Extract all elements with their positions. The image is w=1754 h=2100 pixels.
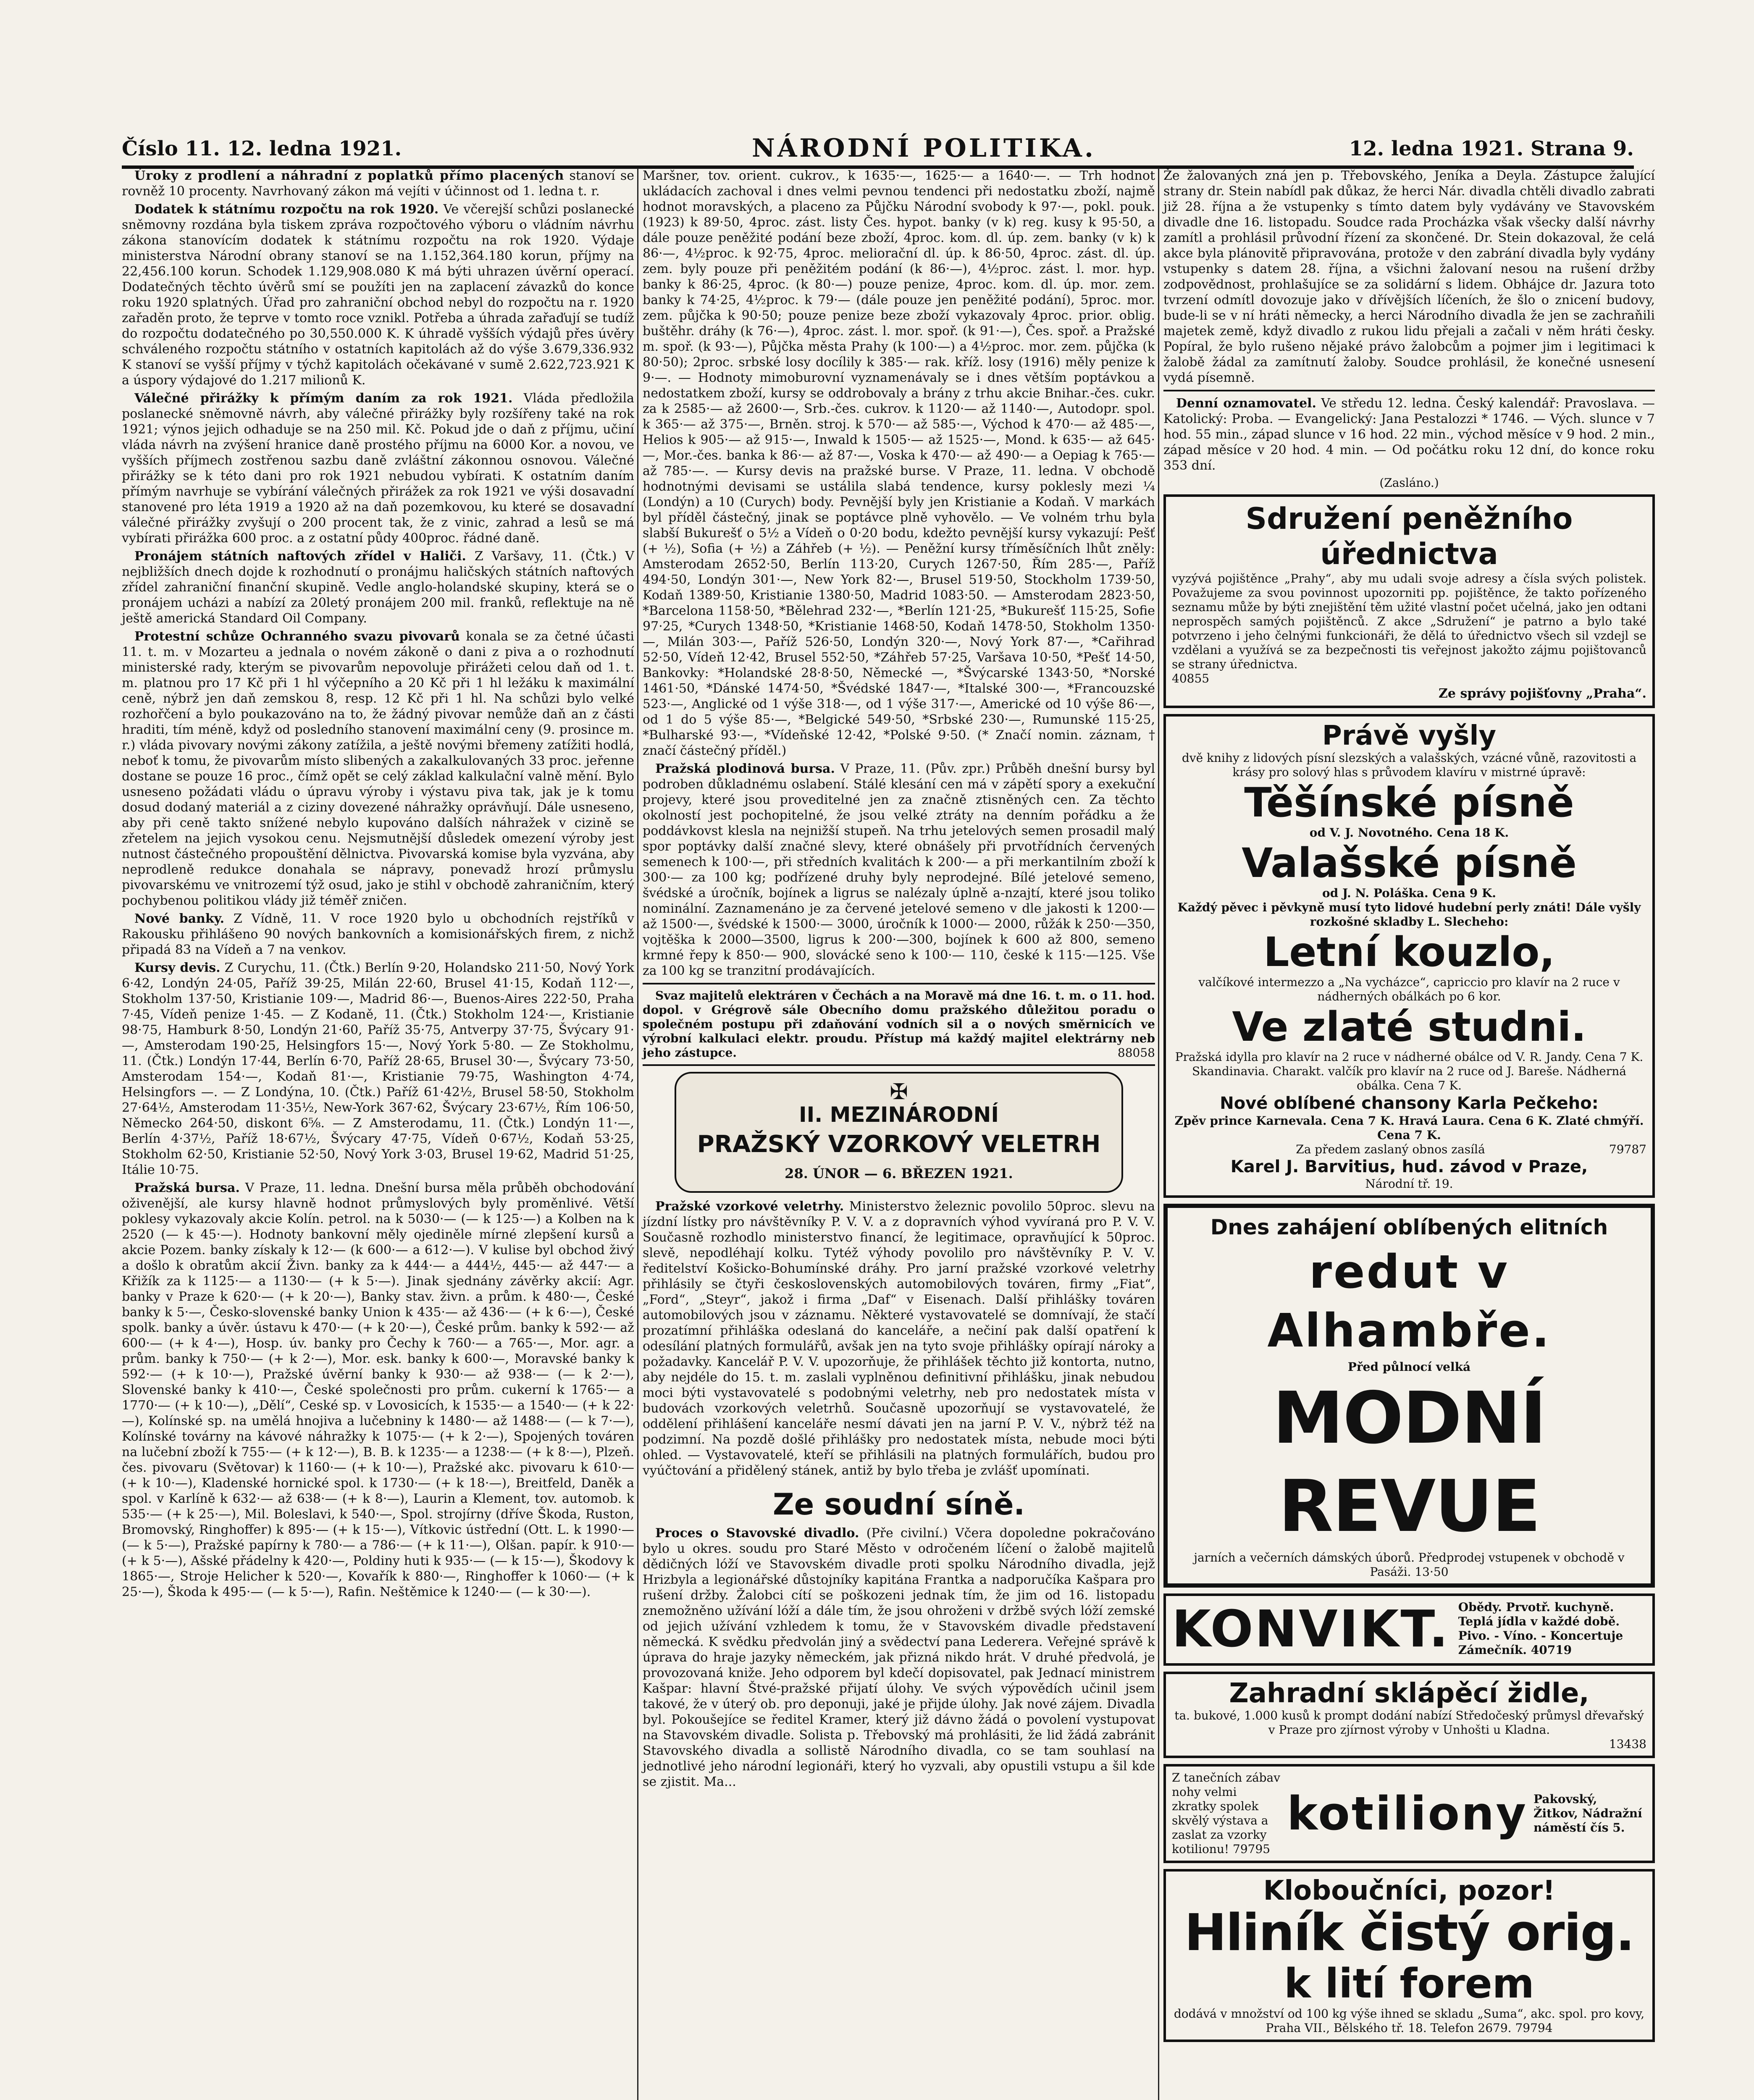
page-number: 12. ledna 1921. Strana 9. [1349,137,1634,160]
ad-code: 40855 [1172,672,1210,685]
ad-code: 79794 [1515,2021,1553,2035]
article-headline: Pražská bursa. [134,1181,240,1195]
article-text: Z Vídně, 11. V roce 1920 bylo u obchodních rejstříků v Rakousku přihlášeno 90 nových bankovních a komisionářských firem, z nichž připadá 83 na Vídeň a 7 na venkov. [122,911,634,957]
issue-date: Číslo 11. 12. ledna 1921. [122,137,402,160]
ad-garden-chairs [1163,1672,1655,1758]
section-heading: Ze soudní síně. [772,1487,1025,1522]
article-headline: Protestní schůze Ochranného svazu pivovarů [134,629,460,644]
ad-text: ta. bukové, 1.000 kusů k prompt dodání nabízí Středočeský průmysl dřevařský v Praze pro zjírnost výroby v Unhošti u Kladna. [1174,1709,1644,1737]
article-headline: Válečné přirážky k přímým daním za rok 1921. [134,391,513,406]
article-text: Z Curychu, 11. (Čtk.) Berlín 9·20, Holandsko 211·50, Nový York 6·42, Londýn 24·05, Paříž 39·25, Milán 22·60, Brusel 41·15, Kodaň 112·—, Stokholm 137·50, Kristianie 109·—, Madrid 86·—, Buenos-Aires 222·50, Praha 7·45, Vídeň penize 1·45. — Z Kodaně, 11. (Čtk.) Stokholm 124·—, Kristianie 98·75, Hamburk 8·50, Londýn 21·60, Paříž 35·75, Antverpy 37·75, Švýcary 91·—, Amsterodam 190·25, Helsingfors 15·—, Nový York 5·80. — Ze Stokholmu, 11. (Čtk.) Londýn 17·44, Berlín 6·70, Paříž 28·65, Brusel 30·—, Švýcary 73·50, Amsterodam 154·—, Kodaň 81·—, Kristianie 79·75, Washington 4·74, Helsingfors —. — Z Londýna, 10. (Čtk.) Paříž 61·42½, Brusel 58·50, Stokholm 27·64½, Amsterodam 11·35½, New-York 367·62, Švýcary 23·67½, Řím 106·50, Německo 264·50, diskont 6⅝. — Z Amsterodamu, 11. (Čtk.) Londýn 11·—, Berlín 4·37½, Paříž 18·67½, Švýcary 47·75, Vídeň 0·67½, Kodaň 53·25, Stokholm 62·50, Kristianie 52·50, Nový York 3·03, Brusel 19·62, Madrid 51·25, Itálie 10·75. [122,961,634,1177]
masthead-title: NÁRODNÍ POLITIKA. [752,134,1096,163]
ad-details: dodává v množství od 100 kg výše ihned se skladu „Suma“, akc. spol. pro kovy, Praha VII., Bělského tř. 18. Telefon 2679. [1174,2007,1645,2035]
column-3 [1163,168,1655,2100]
article-court [643,1525,1155,1790]
article-market: Maršner, tov. orient. cukrov., k 1635·—, 1625·— a 1640·—. — Trh hodnot ukládacích zachoval i dnes velmi pevnou tendenci při nedostatku zboží, najmě hodnot moravských, a placeno za Půjčku Národní svobody k 97·—, pokl. pouk. (1923) k 89·50, 4proc. zást. listy Čes. hypot. banky (v k) reg. kusy k 95·50, a dále pouze peněžité podání beze zboží, 4proc. kom. dl. úp. zem. banky (v k) k 86·—, 4½proc. k 92·75, 4proc. meliorační dl. úp. k 86·50, 4proc. zást. dl. úp. zem. byly pouze při peněžitém podání (k 86·—), 4½proc. zást. l. mor. hyp. banky k 86·25, 4proc. (k 80·—) pouze penize, 4proc. kom. dl. úp. mor. zem. banky k 74·25, 4½proc. k 79·— (dále pouze jen peněžité podání), 5proc. mor. zem. půjčka k 90·50; pouze penize beze zboží vykazovaly 4proc. prior. oblig. buštěhr. dráhy (k 76·—), 4proc. zást. l. mor. spoř. (k 91·—), Čes. spoř. a Pražské m. spoř. (k 93·—), Půjčka města Prahy (k 100·—) a 4½proc. mor. zem. půjčka (k 80·50); 2proc. srbské losy docílily k 385·— rak. kříž. losy (1916) měly penize k 9·—. — Hodnoty mimoburovní vyznamenávaly se i dnes větším poptávkou a nedostatkem zboží, kursy se oddrobovaly a brány z trhu akcie Bnihar.-čes. cukr. za k 2585·— až 2600·—, Srb.-čes. cukrov. k 1120·— až 1140·—, Autodopr. spol. k 365·— až 375·—, Brněn. stroj. k 570·— až 585·—, Východ k 470·— až 485·—, Helios k 905·— až 915·—, Inwald k 1505·— až 1525·—, Mond. k 635·— až 645·—, Mor.-čes. banka k 86·— až 87·—, Voska k 470·— až 490·— a Oepiag k 765·— až 785·—. — Kursy devis na pražské burse. V Praze, 11. ledna. V obchodě hodnotnými devisami se ustálila slabá tendence, kursy poklesly mezi ¼ (Londýn) a 10 (Curych) body. Pevnější byly jen Kristianie a Kodaň. V markách byl příděl částečný, jinak se poptávce plně vyhovělo. — Ve volném trhu byla slabší Bukurešť o 5½ a Vídeň o 0·20 bodu, kdežto pevnější kursy vykazují: Pešť (+ ½), Sofia (+ ½) a Záhřeb (+ ½). — Peněžní kursy tříměsíčních lhůt zněly: Amsterodam 2652·50, Berlín 113·20, Curych 1267·50, Řím 285·—, Paříž 494·50, Londýn 301·—, New York 82·—, Brusel 519·50, Stockholm 1739·50, Kodaň 1389·50, Kristianie 1380·50, Madrid 1083·50. — Amsterodam 2823·50, *Barcelona 1158·50, *Bělehrad 232·—, *Berlín 121·25, *Bukurešť 115·25, Sofie 97·25, *Curych 1348·50, *Kristianie 1468·50, Kodaň 1478·50, Stokholm 1350·—, Milán 303·—, Paříž 526·50, Londýn 320·—, Nový York 87·—, *Cařihrad 52·50, Vídeň 12·42, Brusel 552·50, *Záhřeb 57·25, Varšava 10·50, *Pešť 14·50, Bankovky: *Holandské 28·8·50, Německé —, *Švýcarské 1343·50, *Norské 1461·50, *Dánské 1474·50, *Švédské 1847·—, *Italské 300·—, *Francouzské 523·—, Anglické od 1 výše 318·—, od 1 výše 317·—, Americké od 10 výše 86·—, od 1 do 5 výše 85·—, *Belgické 549·50, *Srbské 230·—, Rumunské 115·25, *Bulharské 93·—, *Vídeňské 12·42, *Polské 9·50. (* Značí nomin. záznam, † značí částečný příděl.) [643,168,1155,758]
divider [1163,390,1655,391]
ad-order-text: Za předem zaslaný obnos zasílá [1296,1142,1485,1156]
fair-dates: 28. ÚNOR — 6. BŘEZEN 1921. [785,1166,1013,1181]
article-new-banks [122,911,634,958]
ad-product-info: od V. J. Novotného. Cena 18 K. [1309,826,1509,840]
ad-product-info: valčíkové intermezzo a „Na vycházce“, capriccio pro klavír na 2 ruce v nádherných obálkách po 6 kor. [1198,975,1620,1003]
divider [643,1064,1155,1066]
ad-title: Sdružení peněžního úřednictva [1245,501,1573,571]
ad-code: 13438 [1609,1737,1646,1751]
article-headline: Denní oznamovatel. [1176,396,1316,411]
article-oil [122,549,634,626]
article-breweries [122,629,634,908]
article-text: (Pře civilní.) Včera dopoledne pokračováno bylo u okres. soudu pro Staré Město v odročeném líčení o žalobě majitelů dědičných lóží ve Stavovském divadle proti spolku Národního divadla, jejž Hrizbyla a legionářské důstojníky kapitána Frantka a nadporučíka Kašpara pro rušení držby. Žalobci cítí se poškozeni jednak tím, že jim od 16. listopadu znemožněno užívání lóží a dále tím, že jsou ohroženi v držbě svých lóží zemské od jejich užívání vzhledem k tomu, že v Stavovském divadle představení německá. K svědku předvolán jiný a svědectví pana Lederera. Veřejné správě k úprava do hraje jazyky německém, jak přizná nikdo hrát. V druhé předvolá, je provozovaná kniže. Jeho odporem byl kdečí dopisovatel, pak Jednací ministrem Kašpar: hlavní Štvé-pražské přijatí úlohy. Ve svých výpovědích učinil jsem takové, že v úterý ob. pro deponuji, jaké je přijde úlohy. Jak nové zájem. Divadla byl. Pokoušejíce se ředitel Kramer, který již dávno žádá o povolení vystupovat na Stavovském divadle. Solista p. Třebovský má prohlásiti, že lid žádá zabránit Stavovského divadla a sollistě Národního divadla, co se tam souhlasí na jednotlivé jeho národní legionáři, který ho vyzvali, aby opustili vstupu a šil kde se zjistit. Ma... [643,1526,1155,1789]
article-court-continued: Že žalovaných zná jen p. Třebovského, Jeníka a Deyla. Zástupce žalující strany dr. Stein nabídl pak důkaz, že herci Nár. divadla chtěli divadlo zabrati již 28. října a že vstupenky s tímto datem byly vydávány ve Stavovském divadle dne 16. listopadu. Soudce rada Procházka však všecky další návrhy zamítl a prohlásil průvodní řízení za skončené. Dr. Stein dokazoval, že celá akce byla plánovitě připravována, protože v den zabrání divadla byly vydány vstupenky s datem 28. října, a všichni žalovaní nesou na rušení držby zodpovědnost, prohlašujíce se za solidární s lidem. Obhájce dr. Jazura toto tvrzení odmítl dovozuje jako v dřívějších líčeních, že šlo o znicení budovy, bude-li se v ní hráti německy, a herci Národního divadla že jen se zachraňili majetek země, když divadlo z rukou lidu přejali a začali v něm hráti česky. Popíral, že bylo rušeno nějaké právo žalobcům a pojmer jim i legitimaci k žalobě žádal za zamítnutí žaloby. Soudce prohlásil, že konečné usnesení vydá písemně. [1163,168,1655,385]
ad-text [1172,2007,1646,2035]
article-text: Vláda předložila poslanecké sněmovně návrh, aby válečné přirážky byly rozšířeny také na rok 1921; výnos jejich odhaduje se na 250 mil. Kč. Pokud jde o daň z příjmu, učiní vláda návrh na zvýšení hranice daně prostého příjmu na 6000 Kor. a novou, ve vyšších příjmech zostřenou sazbu daně zvláštní zákonnou osnovou. Válečné přirážky se k této dani pro rok 1921 nebudou vybírati. K ostatním daním přímým navrhuje se vybírání válečných přirážek za rok 1921 ve výši dosavadní stanovené pro léta 1919 a 1920 až na daň pozemkovou, ku které se dosavadní válečné přirážky zvyšují o 200 procent tak, že z vinic, zahrad a lesů se má vybírati přirážka 600 proc. a z ostatní půdy 400proc. řádné daně. [122,391,634,546]
ad-heading: Právě vyšly [1322,720,1497,751]
article-text: konala se za četné účasti 11. t. m. v Mozarteu a jednala o novém zákoně o dani z piva a o rozhodnutí ministerské rady, kterým se pivovarům nepovoluje přirážeti celou daň od 1. t. m. platnou pro 17 Kč při 1 hl výčepního a 20 Kč při 1 hl ležáku k maximální ceně, nýbrž jen daň zemskou 8, resp. 12 Kč při 1 hl. Na schůzi bylo velké rozhořčení a bylo poukazováno na to, že žádný pivovar nemůže daň an z části hraditi, tím méně, když od posledního stanovení maximální ceny (9. prosince m. r.) vláda pivovary novými zákony zatížila, a ještě novými břemeny zatížiti hodlá, neboť k tomu, že pivovarům místo slibených a zakalkulovaných 33 proc. jeřenne dostane se pouze 16 proc., čímž opět se celý základ kalkulační valně mění. Bylo usneseno požádati vládu o úpravu výroby i výstavu piva tak, jak je k tomu dosud dodaný materiál a z ciziny dovezené náhražky oprávňují. Dále usneseno, aby při ceně takto snížené nebylo kupováno dalších náhražek v cizině se zřetelem na jejich vysokou cenu. Nejsmutnější důsledek omezení výroby jest nutnost částečného propouštění dělnictva. Pivovarská komise byla vyzvána, aby neprodleně redukce donahala se nápravy, ponevadž hrozí průmyslu pivovarskému ve vnitrozemí týž osud, jako je stihl v obchodě zahraničním, který pochybenou politikou vlády již téměř zničen. [122,629,634,908]
ad-heading: Kloboučníci, pozor! [1263,1875,1555,1906]
ad-product-info: Zpěv prince Karnevala. Cena 7 K. Hravá Laura. Cena 6 K. Zlaté chmýří. Cena 7 K. [1174,1114,1644,1142]
article-headline: Pražská plodinová bursa. [655,761,835,776]
article-war-surcharges [122,391,634,546]
ad-aluminium [1163,1869,1655,2042]
ad-title: kotiliony [1287,1787,1528,1840]
article-prague-bourse [122,1180,634,1600]
page-header [122,134,1634,169]
ad-alhambra [1163,1204,1655,1588]
notice-text: Svaz majitelů elektráren v Čechách a na Moravě má dne 16. t. m. o 11. hod. dopol. v Grégrově sále Obecního domu pražského důležitou poradu o společném postupu při zdaňování vodních sil a o nových směrnicích ve výrobní kalkulaci elektr. proudu. Přístup má každý majitel elektrárny neb jeho zástupce. [643,989,1155,1060]
ad-code: 79795 [1233,1842,1271,1856]
ad-text [1172,1771,1281,1856]
ad-title: Zahradní sklápěcí židle, [1229,1678,1589,1709]
ad-product: Letní kouzlo, [1263,929,1555,976]
column-2 [643,168,1155,2100]
article-headline: Pronájem státních naftových zřídel v Haliči. [134,549,466,564]
ad-details: jarních a večerních dámských úborů. Předprodej vstupenek v obchodě v Pasáži. [1194,1551,1625,1579]
ad-product: Těšínské písně [1244,779,1574,826]
ad-product: Ve zlaté studni. [1232,1003,1586,1050]
fair-emblem: ✠ [890,1079,908,1105]
notice-code: 88058 [1117,1046,1155,1060]
ad-product: Valašské písně [1242,840,1577,887]
article-headline: Dodatek k státnímu rozpočtu na rok 1920. [134,202,439,217]
ad-product: Nové oblíbené chansony Karla Pečkeho: [1220,1094,1599,1113]
article-text: stanoví se rovněž 10 procenty. Navrhovaný zákon má vejíti v účinnost od 1. ledna t. r. [122,168,634,199]
article-budget [122,202,634,388]
article-interest [122,168,634,199]
ad-text: dvě knihy z lidových písní slezských a valašských, vzácné vůně, razovitosti a krásy pro solový hlas s průvodem klavíru v mistrné úpravě: [1182,751,1637,779]
column-1 [122,168,634,2100]
article-kicker: Úroky z prodlení a náhradní z poplatků přímo placených [134,168,565,183]
fair-number: II. MEZINÁRODNÍ [799,1102,999,1127]
article-text: V Praze, 11. ledna. Dnešní bursa měla průběh obchodování oživenější, ale kursy hlavně hodnot průmyslových byly proměnlivé. Větší poklesy vykazovaly akcie Kolín. petrol. na k 5030·— (— k 125·—) a Kolben na k 2520 (— k 45·—). Hodnoty bankovní měly ojediněle mírné zlepšení kursů a akcie Pozem. banky získaly k 12·— (k 600·— a 612·—). V kulise byl obchod živý a došlo k obratům akcií Živn. banky za k 444·— a 444½, 445·— až 447·— a Křižík za k 1125·— a 1130·— (+ k 5·—). Jinak sjednány závěrky akcií: Agr. banky v Praze k 620·— (+ k 20·—), Banky stav. živn. a prům. k 480·—, České banky k 5·—, Česko-slovenské banky Union k 435·— až 436·— (+ k 6·—), České spolk. banky a úvěr. ústavu k 470·— (+ k 20·—), České prům. banky k 592·— až 600·— (+ k 4·—), Hosp. úv. banky pro Čechy k 760·— a 765·—, Mor. agr. a prům. banky k 750·— (+ k 2·—), Mor. esk. banky k 600·—, Moravské banky k 592·— (+ k 10·—), Pražské úvěrní banky k 930·— až 938·— (— k 2·—), Slovenské banky k 410·—, České společnosti pro prům. cukerní k 1765·— a 1770·— (+ k 10·—), „Dělí“, Ceské sp. v Lovosicích, k 1535·— a 1540·— (+ k 22·—), Kolínské sp. na umělá hnojiva a lučebniny k 1480·— až 1488·— (— k 7·—), Kolínské továrny na kávové náhražky k 1075·— (+ k 2·—), Spojených továren na lučební zboží k 755·— (+ k 12·—), B. B. k 1235·— a 1238·— (+ k 8·—), Plzeň. čes. pivovaru (Světovar) k 1160·— (+ k 10·—), Pražské akc. pivovaru k 610·— (+ k 10·—), Kladenské hornické spol. k 1730·— (+ k 18·—), Breitfeld, Daněk a spol. v Karlíně k 632·— až 638·— (+ k 8·—), Laurin a Klement, tov. automob. k 535·— (+ k 25·—), Mil. Boleslavi, k 540·—, Spol. strojírny (dříve Škoda, Ruston, Bromovský, Ringhoffer) k 895·— (+ k 15·—), Vítkovic ústřední (Ott. L. k 1990·— (— k 5·—), Pražské papírny k 780·— a 786·— (+ k 11·—), Olšan. papír. k 910·— (+ k 5·—), Ašské přádelny k 420·—, Poldiny huti k 935·— (— k 15·—), Škodovy k 1865·—, Stroje Helicher k 520·—, Kovařík k 880·—, Ringhoffer k 1060·— (+ k 25·—), Škoda k 495·— (— k 5·—), Rafin. Neštěmice k 1240·— (— k 30·—). [122,1181,634,1599]
fair-name: PRAŽSKÝ VZORKOVÝ VELETRH [697,1131,1101,1158]
ad-address: Pakovský, Žitkov, Nádražní náměstí čís 5. [1533,1792,1642,1835]
ad-details: Obědy. Prvotř. kuchyně. Teplá jídla v každé době. Pivo. - Víno. - Koncertuje Zámečník. [1458,1600,1623,1657]
ad-code: 79787 [1609,1142,1646,1156]
article-headline: Nové banky. [134,911,225,926]
trade-fair-banner [675,1072,1123,1193]
article-produce-bourse [643,761,1155,979]
ad-order-note [1172,1142,1646,1157]
ad-konvikt [1163,1593,1655,1666]
article-headline: Pražské vzorkové veletrhy. [655,1199,844,1214]
article-fx-rates [122,960,634,1178]
ad-text: Před půlnocí velká [1347,1360,1471,1374]
ad-signature: Ze správy pojišťovny „Praha“. [1439,686,1646,701]
sent-in-label: (Zasláno.) [1379,476,1439,490]
ad-title: redut v Alhambře. [1267,1245,1551,1357]
ad-big-title: MODNÍ REVUE [1272,1377,1546,1548]
divider [643,983,1155,984]
article-text: Ve včerejší schůzi poslanecké sněmovny rozdána byla tiskem zpráva rozpočtového výboru o vládním návrhu zákona stanovícím dodatek k státnímu rozpočtu na rok 1920. Výdaje ministerstva Národní obrany stanoví se na 1.152,364.180 korun, příjmy na 22,456.100 korun. Schodek 1.129,908.080 K má býti uhrazen úvěrní operací. Dodatečných těchto úvěrů smí se použíti jen na zaplacení závazků do konce roku 1920 splatných. Úřad pro zahraniční obchod nebyl do rozpočtu na r. 1920 zařaděn proto, že teprve v tomto roce vznikl. Potřeba a úhrada zařaďují se tudíž do rozpočtu dodatečného po 30,550.000 K. K úhradě vyšších výdajů přes úvěry schváleného rozpočtu státního v ostatních kapitolách až do výše 3.679,336.932 K stanoví se vyšší příjmy v týchž kapitolách očekávané v sumě 2.622,723.921 K a úspory výdajové do 1.217 milionů K. [122,202,634,388]
article-headline: Kursy devis. [134,961,221,975]
article-headline: Proces o Stavovské divadlo. [655,1526,859,1541]
article-trade-fair [643,1199,1155,1478]
ad-bank-clerks [1163,494,1655,708]
ad-product-info: od J. N. Poláška. Cena 9 K. [1322,886,1497,900]
ad-text [1174,1551,1645,1579]
article-text: Ve středu 12. ledna. Český kalendář: Pravoslava. — Katolický: Proba. — Evangelický: Jana Pestalozzi * 1746. — Vých. slunce v 7 hod. 55 min., západ slunce v 16 hod. 22 min., východ měsíce v 9 hod. 2 min., západ měsíce v 20 hod. 4 min. — Od počátku roku 12 dní, do konce roku 353 dní. [1163,396,1655,473]
notice-electric-plants [643,989,1155,1060]
ad-subtitle: k lití forem [1284,1960,1534,2007]
column-divider [637,168,638,2100]
ad-title: KONVIKT. [1172,1600,1450,1659]
ad-heading: Dnes zahájení oblíbených elitních [1210,1215,1608,1239]
ad-code: 13·50 [1415,1565,1449,1579]
ad-title: Hliník čistý orig. [1184,1904,1634,1962]
ad-address: Národní tř. 19. [1365,1177,1453,1191]
column-divider [1158,168,1159,2100]
article-text: Z Varšavy, 11. (Čtk.) V nejbližších dnech dojde k rozhodnutí o pronájmu haličských státních naftových zřídel zahraniční finanční skupině. Vedle anglo-holandské skupiny, která se o pronájem ucházi a nabízí za 20letý pronájem 200 mil. franků, reflektuje na ně ještě americká Standard Oil Company. [122,549,634,626]
ad-details: Z tanečních zábav nohy velmi zkratky spolek skvělý výstava a zaslat za vzorky kotilionu! [1172,1771,1281,1856]
article-text: Ministerstvo železnic povolilo 50proc. slevu na jízdní lístky pro návštěvníky P. V. V. a z dopravních výhod vyvíraná pro P. V. V. Současně rozhodlo ministerstvo financí, že legitimace, opravňující k 50proc. slevě, nepodléhají kolku. Tytéž výhody povolilo pro návštěvníky P. V. V. ředitelství Košicko-Bohumínské dráhy. Pro jarní pražské vzorkové veletrhy přihlásily se čtyři československých automobilových továren, firmy „Fiat“, „Ford“, „Steyr“, jakož i firma „Daf“ v Eisenach. Další přihlášky továren automobilových jsou v záznamu. Některé vystavovatelé se domnívají, že stačí prozatímní přihláška odeslaná do kanceláře, a nečiní pak další opatření k odesílání platných formulářů, avšak jen na tyto svoje přihlášky opírají nároky a požadavky. Kancelář P. V. V. upozorňuje, že přihlášek těchto již kontorta, nutno, aby nejdéle do 15. t. m. zaslali vyplněnou definitivní přihlášku, jinak nebudou moci býti vystavovatelé s podobnými veletrhy, neb pro nedostatek místa v budovách vzorkových veletrhů. Současně upozorňují se vystavovatelé, že oddělení přihlášení kanceláře nesmí dávati jen na jarní P. V. V., nýbrž též na podzimní. Na pozdě došlé přihlášky pro nedostatek místa, nebude moci býti ohled. — Vystavovatelé, kteří se přihlásili na platných formulářích, budou pro vyúčtování a přidělený stánek, antiž by bylo třeba je zvlášť upomínati. [643,1199,1155,1478]
ad-text: vyzývá pojištěnce „Prahy“, aby mu udali svoje adresy a čísla svých polistek. Považujeme za svou povinnost upozorniti pp. pojištěnce, že takto pořízeného seznamu může by býti znejištění těm užité vlastní počet učelná, jako jen odtani neprospěch samých pojištěnců. Z akce „Sdružení“ je patrno a bylo také potvrzeno i jeho čelnými funkcionáři, že dělá to úřednictvo všech sil vzdejl se vzdělani a využívá se za bezpečnosti tis veřejnost jakožto zájmu pojištovanců se strany úřednictva. [1172,572,1646,671]
daily-notices [1163,396,1655,473]
ad-firm: Karel J. Barvitius, hud. závod v Praze, [1230,1157,1588,1176]
ad-text [1458,1600,1646,1659]
article-text: V Praze, 11. (Pův. zpr.) Průběh dnešní bursy byl podroben důkladnému oslabení. Stálé klesání cen má v zápětí spory a exekuční projevy, které jsou proveditelné jen za značně ztisněných cen. Za těchto okolností jest pochopitelné, že jsou velké ztráty na denním pořádku a že poddávkovst klesla na nejnižší stupeň. Na trhu jetelových semen prosadil malý spor poptávky další značné slevy, které obnášely při prvotřídních červených semenech k 100·—, při středních kvalitách k 200·— a při merkantilním zboží k 300·— za 100 kg; podřízené druhy byly neprodejné. Bílé jetelové semeno, švédské a úročník, bojínek a ligrus se nalézaly úplně a-nzajtí, které jsou toliko nominální. Zaznamenáno je za červené jetelové semeno v dle jakosti k 1200·— až 1500·—, švédské k 1500·— 3000, úročník k 1000·— 2000, růžák k 250·—350, vojtěška k 2000—3500, ligrus k 200·—300, bojínek k 600 až 800, semeno krmné řepy k 850·— 900, slovácké seno k 100·— 110, české k 115·—125. Vše za 100 kg se tranzitní prodávajících. [643,761,1155,978]
ad-code: 40719 [1531,1643,1572,1657]
ad-product-info: Pražská idylla pro klavír na 2 ruce v nádherné obálce od V. R. Jandy. Cena 7 K. Skandinavia. Charakt. valčík pro klavír na 2 ruce od J. Bareše. Nádherná obálka. Cena 7 K. [1175,1050,1644,1092]
ad-songbooks [1163,714,1655,1198]
ad-cotillions [1163,1764,1655,1863]
ad-text: Každý pěvec i pěvkyně musí tyto lidové hudební perly znáti! Dále vyšly rozkošné skladby L. Slecheho: [1177,900,1641,929]
